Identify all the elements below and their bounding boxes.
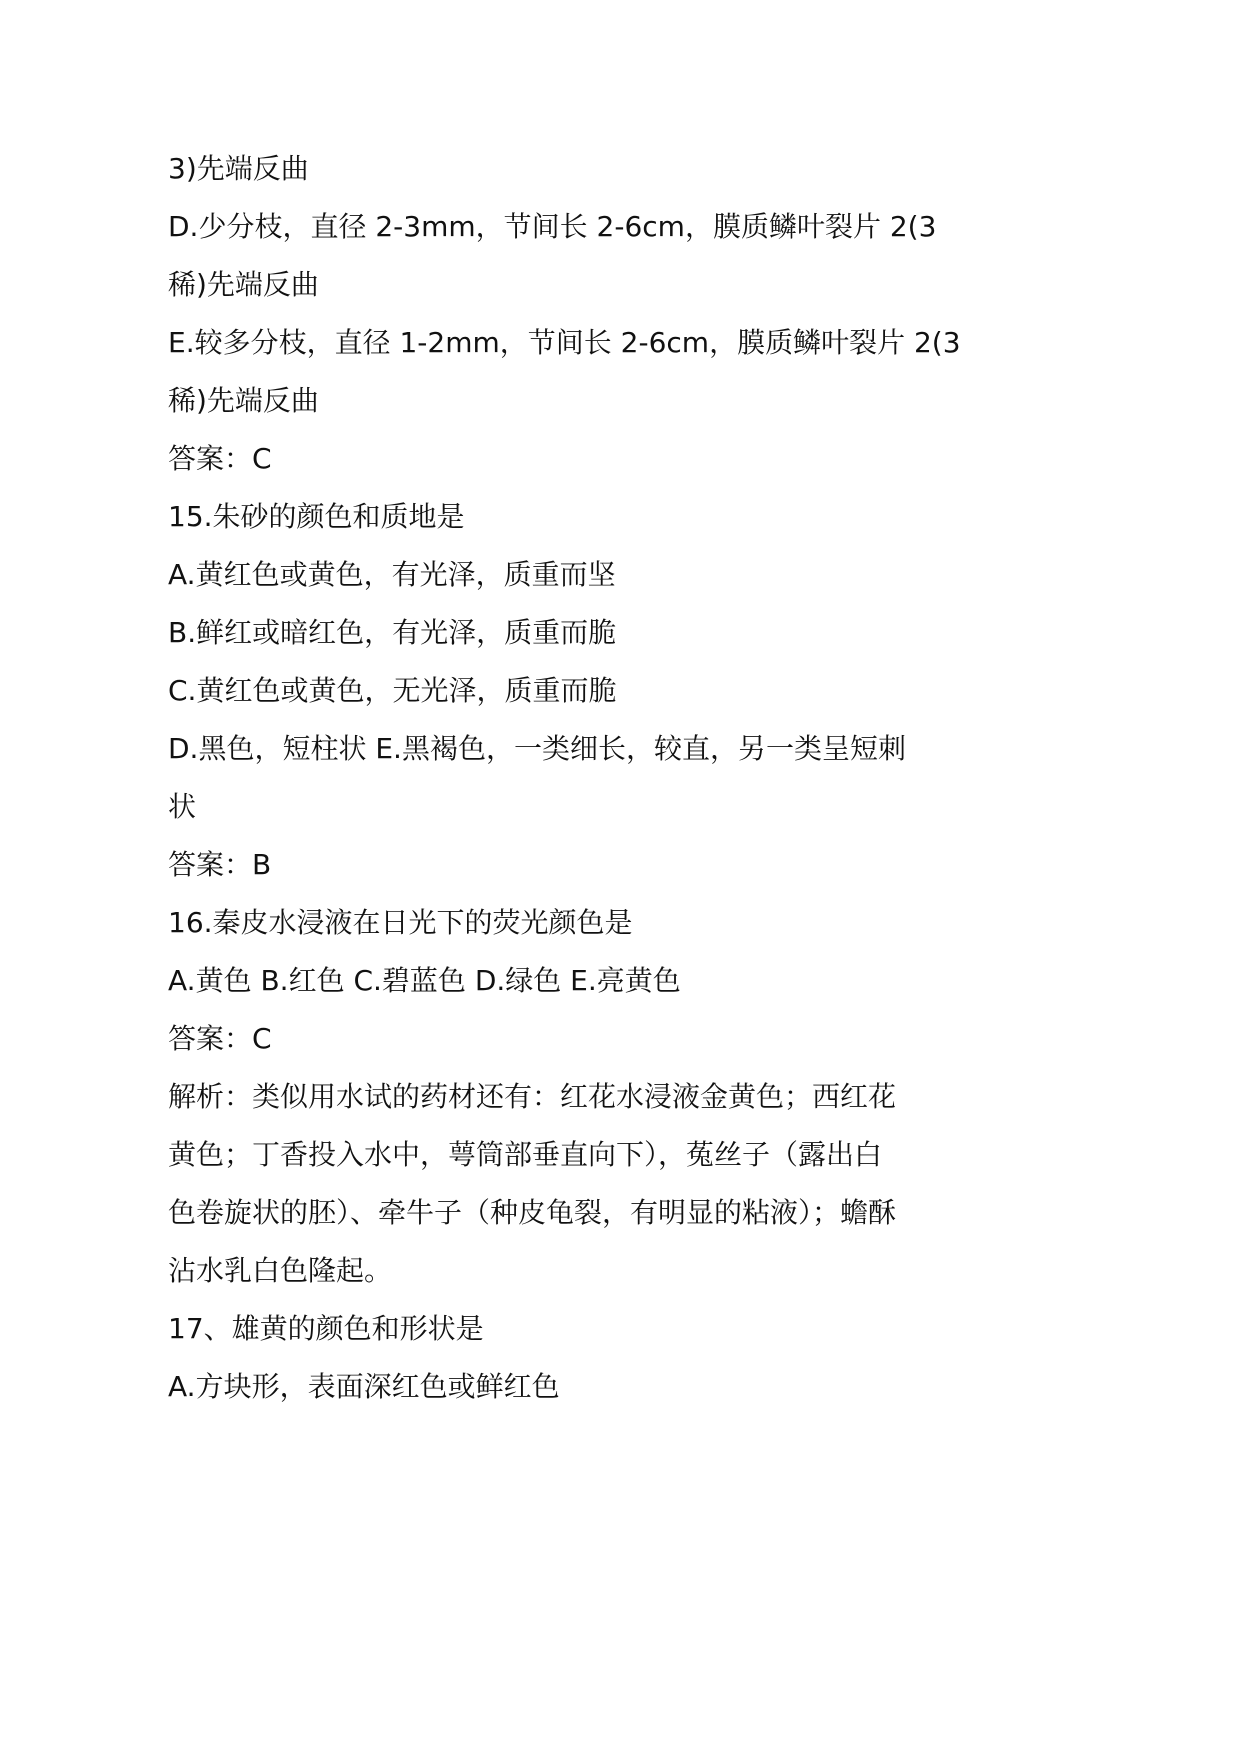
analysis-line: 黄色；丁香投入水中，萼筒部垂直向下），菟丝子（露出白 <box>168 1138 883 1171</box>
answer-line: 答案：C <box>168 1022 272 1055</box>
question-15: 15.朱砂的颜色和质地是 <box>168 500 465 533</box>
text-line: 稀)先端反曲 <box>168 384 319 417</box>
document-body <box>168 140 961 1416</box>
answer-line: 答案：C <box>168 442 272 475</box>
analysis-line: 色卷旋状的胚）、牵牛子（种皮龟裂，有明显的粘液）；蟾酥 <box>168 1196 897 1229</box>
option-d-line: D.少分枝，直径 2-3mm，节间长 2-6cm，膜质鳞叶裂片 2(3 <box>168 210 937 243</box>
option-d-e-line: D.黑色，短柱状 E.黑褐色，一类细长，较直，另一类呈短刺 <box>168 732 906 765</box>
option-a-line: A.方块形，表面深红色或鲜红色 <box>168 1370 560 1403</box>
option-e-line: E.较多分枝，直径 1-2mm，节间长 2-6cm，膜质鳞叶裂片 2(3 <box>168 326 961 359</box>
options-line: A.黄色 B.红色 C.碧蓝色 D.绿色 E.亮黄色 <box>168 964 681 997</box>
text-line: 稀)先端反曲 <box>168 268 319 301</box>
question-17: 17、雄黄的颜色和形状是 <box>168 1312 484 1345</box>
analysis-line: 沾水乳白色隆起。 <box>168 1254 393 1287</box>
question-16: 16.秦皮水浸液在日光下的荧光颜色是 <box>168 906 633 939</box>
text-line: 状 <box>168 790 197 823</box>
text-line: 3)先端反曲 <box>168 152 309 185</box>
option-a-line: A.黄红色或黄色，有光泽，质重而坚 <box>168 558 616 591</box>
option-b-line: B.鲜红或暗红色，有光泽，质重而脆 <box>168 616 617 649</box>
analysis-line: 解析：类似用水试的药材还有：红花水浸液金黄色；西红花 <box>168 1080 897 1113</box>
answer-line: 答案：B <box>168 848 272 881</box>
option-c-line: C.黄红色或黄色，无光泽，质重而脆 <box>168 674 617 707</box>
